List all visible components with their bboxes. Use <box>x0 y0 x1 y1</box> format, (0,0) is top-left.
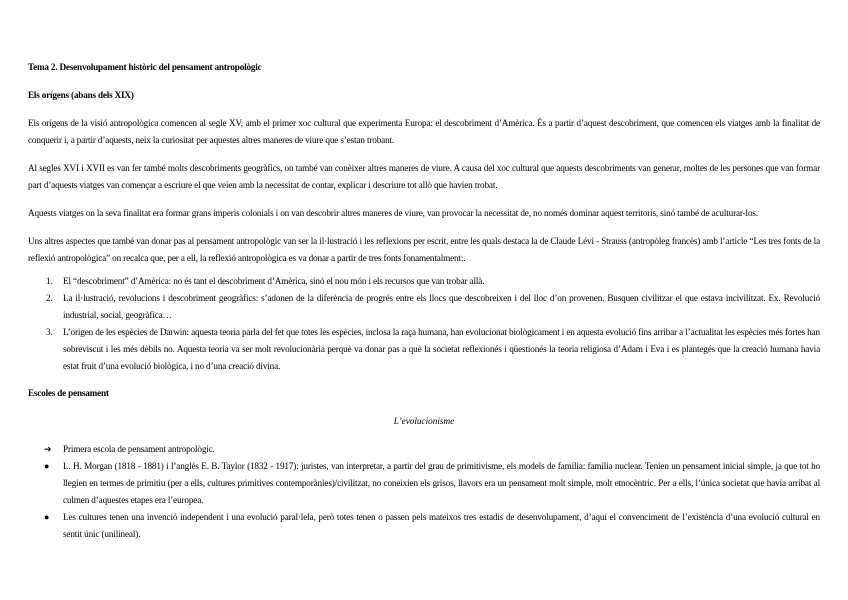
list-item-text: El “descobriment” d’Amèrica: no és tant el descobriment d’Amèrica, sinó el nou món i els recursos que van trobar allà. <box>63 276 485 286</box>
list-item <box>28 324 820 375</box>
list-item-text: Les cultures tenen una invenció independent i una evolució paral·lela, però totes tenen o passen pels mateixos tres estadis de desenvolupament, d’aquí el convenciment de l’existència d’una evolució cultural en sentit únic (unilineal). <box>63 512 820 539</box>
bullet-icon: ● <box>44 512 50 522</box>
arrow-icon: ➔ <box>44 444 52 454</box>
list-item-text: Primera escola de pensament antropològic. <box>63 444 215 454</box>
list-item <box>28 441 820 458</box>
list-item-text: La il·lustració, revolucions i descobriment geogràfics: s’adonen de la diferència de progrés entre els llocs que descobreixen i del lloc d’on provenen. Busquen civilitzar el que estava incivilitzat. Ex. Revolució industrial, social, geogràfica… <box>63 293 820 320</box>
list-item-text: L. H. Morgan (1818 - 1881) i l’anglès E. B. Taylor (1832 - 1917): juristes, van interpretar, a partir del grau de primitivisme, els models de família: família nuclear. Tenien un pensament inicial simple, ja que tot ho llegien en termes de primitiu (per a ells, cultures primitives contemporànies)/civilitzat, no coneixien els grisos, llavors era un pensament molt simple, molt etnocèntric. Per a ells, l’única societat que havia arribat al culmen d’aquestes etapes era l’europea. <box>63 461 820 505</box>
heading-origins: Els orígens (abans dels XIX) <box>28 90 134 100</box>
list-number: 1. <box>46 276 53 286</box>
paragraph: Els orígens de la visió antropològica comencen al segle XV, amb el primer xoc cultural que experimenta Europa: el descobriment d’Amèrica. És a partir d’aquest descobriment, que comencen els viatges amb la finalitat de conquerir i, a partir d’aquests, neix la curiositat per aquestes altres maneres de viure que s’estan trobant. <box>28 118 820 145</box>
section-subtitle: L’evolucionisme <box>393 416 455 426</box>
list-number: 3. <box>46 327 53 337</box>
paragraph: Aquests viatges on la seva finalitat era formar grans imperis colonials i on van descobrir altres maneres de viure, van provocar la necessitat de, no només dominar aquest territoris, sinó també de aculturar-los. <box>28 208 758 218</box>
lead-paragraph: Uns altres aspectes que també van donar pas al pensament antropològic van ser la il·lustració i les reflexions per escrit, entre les quals destaca la de Claude Lévi - Strauss (antropòleg francès) amb l’article “Les tres fonts de la reflexió antropològica” on recalca que, per a ell, la reflexió antropològica es va donar a partir de tres fonts fonamentalment:. <box>28 236 820 263</box>
sources-list <box>28 273 820 375</box>
list-item <box>28 458 820 509</box>
bullet-list <box>28 441 820 543</box>
heading-schools: Escoles de pensament <box>28 388 109 398</box>
paragraph: Al segles XVI i XVII es van fer també molts descobriments geogràfics, on també van conèixer altres maneres de viure. A causa del xoc cultural que aquests descobriments van generar, moltes de les persones que van formar part d’aquests viatges van començar a escriure el que veien amb la necessitat de contar, explicar i descriure tot allò que havien trobat. <box>28 163 820 190</box>
document-title: Tema 2. Desenvolupament històric del pensament antropològic <box>28 62 262 72</box>
list-item <box>28 273 820 290</box>
list-item <box>28 290 820 324</box>
list-item-text: L’origen de les espècies de Darwin: aquesta teoria parla del fet que totes les espècies, inclosa la raça humana, han evolucionat biològicament i en aquesta evolució fins arribar a l’actualitat les espècies més fortes han sobreviscut i les més dèbils no. Aquesta teoria va ser molt revolucionària perquè va donar pas a què la societat reflexionés i qüestionés la teoria religiosa d’Adam i Eva i es plantegés que la creació humana havia estat fruit d’una evolució biològica, i no d’una creació divina. <box>63 327 820 371</box>
document-content <box>28 59 820 543</box>
list-item <box>28 509 820 543</box>
list-number: 2. <box>46 293 53 303</box>
bullet-icon: ● <box>44 461 50 471</box>
